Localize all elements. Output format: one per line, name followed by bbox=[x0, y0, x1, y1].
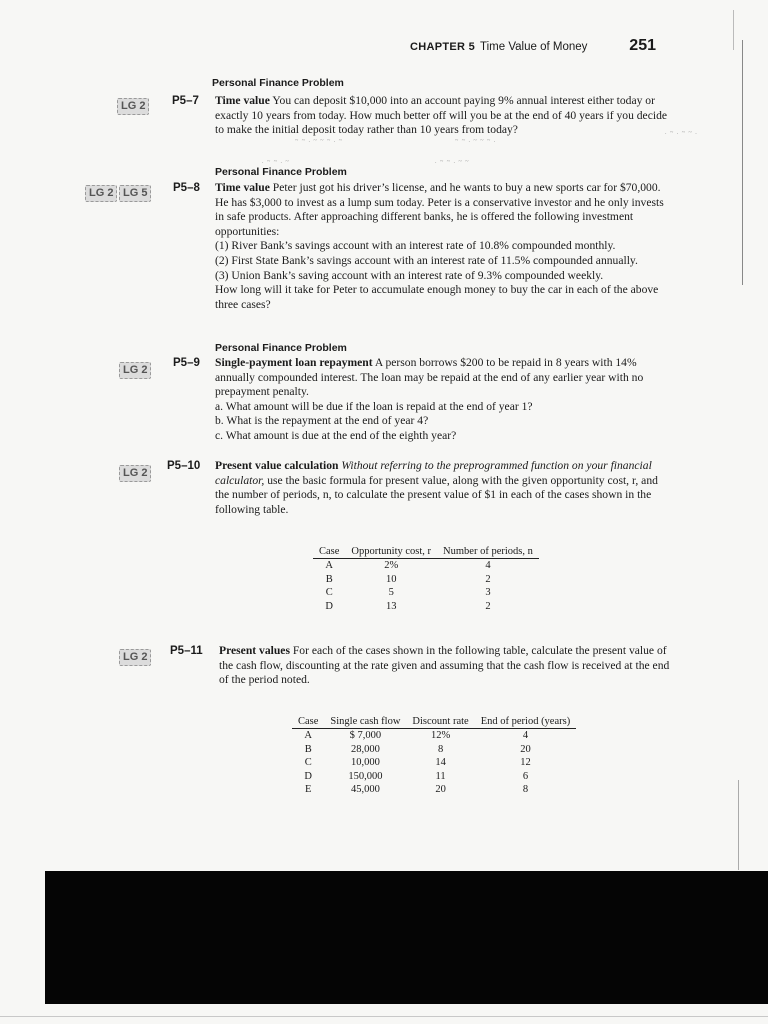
table-cell: 12 bbox=[520, 757, 531, 768]
learning-goal-badge: LG 2 bbox=[119, 465, 151, 482]
table-cell: 20 bbox=[435, 784, 446, 795]
table-cell: 150,000 bbox=[348, 770, 383, 782]
problem-text bbox=[215, 181, 670, 312]
table-row bbox=[292, 783, 576, 797]
problem-number: P5–9 bbox=[173, 357, 200, 369]
table-cell: B bbox=[325, 573, 333, 585]
handwritten-scribble: . ~ ~ . ~ ~ bbox=[435, 159, 470, 165]
table-cell: $ 7,000 bbox=[349, 730, 382, 741]
handwritten-scribble: ~ ~ . ~ ~ ~ . bbox=[455, 138, 497, 144]
bottom-edge-line bbox=[0, 1016, 768, 1017]
table-row bbox=[292, 729, 576, 743]
option-item: (1) River Bank’s savings account with an interest rate of 10.8% compounded monthly. bbox=[215, 239, 616, 253]
table-header: Case bbox=[292, 716, 324, 729]
problem-title: Single-payment loan repayment bbox=[215, 356, 373, 369]
scan-black-band bbox=[45, 871, 768, 1004]
table-header: Opportunity cost, r bbox=[345, 546, 437, 559]
margin-line bbox=[742, 40, 743, 285]
table-cell: 12% bbox=[430, 730, 451, 741]
problem-body: You can deposit $10,000 into an account paying 9% annual interest either today or exactly 10 years from today. How much better off will you be at the end of 40 years if you decide to make the initial deposit today rather than 10 years from today? bbox=[215, 94, 668, 137]
problem-text bbox=[215, 459, 670, 517]
table-header: Single cash flow bbox=[324, 716, 406, 729]
table-cell: 11 bbox=[435, 770, 446, 782]
learning-goal-badge: LG 2 bbox=[117, 98, 149, 115]
option-item: (3) Union Bank’s saving account with an interest rate of 9.3% compounded weekly. bbox=[215, 268, 604, 282]
problem-body: For each of the cases shown in the following table, calculate the present value of the cash flow, discounting at the rate given and assuming that the cash flow is received at the end of the period noted. bbox=[219, 644, 670, 687]
table-cell: 8 bbox=[437, 743, 444, 755]
problem-italic: Without referring to the preprogrammed function on your financial calculator, bbox=[215, 459, 652, 487]
question-item: b. What is the repayment at the end of year 4? bbox=[215, 414, 429, 428]
margin-line bbox=[738, 780, 739, 870]
table-cell: D bbox=[325, 600, 333, 612]
problem-title: Time value bbox=[215, 181, 270, 194]
table-cell: 10 bbox=[385, 573, 397, 585]
table-cell: 4 bbox=[522, 730, 529, 741]
learning-goal-badge: LG 2 bbox=[119, 362, 151, 379]
table-header: Number of periods, n bbox=[437, 546, 539, 559]
table-cell: 13 bbox=[385, 600, 397, 612]
table-row bbox=[313, 559, 539, 573]
table-cell: 20 bbox=[520, 743, 531, 755]
question-item: a. What amount will be due if the loan is repaid at the end of year 1? bbox=[215, 399, 533, 413]
problem-category: Personal Finance Problem bbox=[212, 77, 344, 89]
table-cell: 3 bbox=[485, 587, 491, 598]
problem-category: Personal Finance Problem bbox=[215, 342, 347, 354]
problem-text bbox=[215, 356, 670, 444]
question-item: c. What amount is due at the end of the eighth year? bbox=[215, 428, 457, 442]
problem-number: P5–11 bbox=[170, 645, 203, 657]
problem-title: Present values bbox=[219, 644, 290, 657]
table-cell: E bbox=[305, 784, 312, 795]
learning-goal-badge: LG 2 bbox=[119, 649, 151, 666]
table-header: Discount rate bbox=[406, 716, 474, 729]
table-cell: 28,000 bbox=[350, 743, 380, 755]
table-cell: 5 bbox=[388, 587, 394, 598]
chapter-label: CHAPTER 5 bbox=[410, 41, 476, 53]
problem-title: Time value bbox=[215, 94, 270, 107]
table-row bbox=[313, 586, 539, 600]
table-cell: 10,000 bbox=[350, 757, 380, 768]
handwritten-scribble: ~ ~ . ~ ~ ~ . ~ bbox=[295, 138, 343, 144]
page-header bbox=[410, 38, 660, 58]
learning-goal-badge: LG 2 bbox=[85, 185, 117, 202]
problem-number: P5–8 bbox=[173, 182, 200, 194]
table-cell: D bbox=[304, 770, 312, 782]
problem-text bbox=[215, 94, 670, 138]
learning-goal-badge: LG 5 bbox=[119, 185, 151, 202]
table-cell: A bbox=[304, 730, 312, 741]
problem-body: Peter just got his driver’s license, and he wants to buy a new sports car for $70,000. He has $3,000 to invest as a lump sum today. Peter is a conservative investor and he only invests in safe products. After approaching different banks, he is offered the following investment opportunities: bbox=[215, 181, 664, 238]
table-row bbox=[292, 756, 576, 770]
option-item: (2) First State Bank’s savings account with an interest rate of 11.5% compounded annually. bbox=[215, 253, 638, 267]
margin-line bbox=[733, 10, 734, 50]
table-cell: 45,000 bbox=[350, 784, 380, 795]
problem-question: How long will it take for Peter to accumulate enough money to buy the car in each of the above three cases? bbox=[215, 283, 659, 311]
table-cell: 2 bbox=[485, 573, 491, 585]
table-cell: 14 bbox=[435, 757, 446, 768]
table-cell: B bbox=[304, 743, 312, 755]
table-header: Case bbox=[313, 546, 345, 559]
table-cell: A bbox=[325, 560, 333, 571]
problem-body: A person borrows $200 to be repaid in 8 years with 14% annually compounded interest. The loan may be repaid at the end of any earlier year with no prepayment penalty. bbox=[215, 356, 644, 399]
table-row bbox=[313, 600, 539, 614]
table-cell: C bbox=[325, 587, 333, 598]
problem-number: P5–10 bbox=[167, 460, 201, 472]
table-cell: 2 bbox=[485, 600, 491, 612]
table-row bbox=[292, 743, 576, 757]
table-row bbox=[292, 770, 576, 784]
problem-body: use the basic formula for present value, along with the given opportunity cost, r, and the number of periods, n, to calculate the present value of $1 in each of the cases shown in the following table. bbox=[215, 473, 658, 516]
problem-number: P5–7 bbox=[172, 95, 199, 107]
table-cell: C bbox=[304, 757, 312, 768]
problem-title: Present value calculation bbox=[215, 459, 339, 472]
data-table bbox=[313, 546, 539, 613]
problem-category: Personal Finance Problem bbox=[215, 166, 347, 178]
table-cell: 4 bbox=[485, 560, 491, 571]
handwritten-scribble: . ~ . ~ ~ . bbox=[665, 130, 698, 136]
data-table bbox=[292, 716, 576, 797]
handwritten-scribble: . ~ ~ . ~ bbox=[262, 159, 290, 165]
page-number: 251 bbox=[629, 37, 656, 54]
table-header: End of period (years) bbox=[475, 716, 577, 729]
chapter-title: Time Value of Money bbox=[480, 41, 588, 53]
table-cell: 6 bbox=[522, 770, 529, 782]
problem-text bbox=[219, 644, 674, 688]
table-cell: 2% bbox=[384, 560, 399, 571]
table-cell: 8 bbox=[522, 784, 529, 795]
table-row bbox=[313, 573, 539, 587]
